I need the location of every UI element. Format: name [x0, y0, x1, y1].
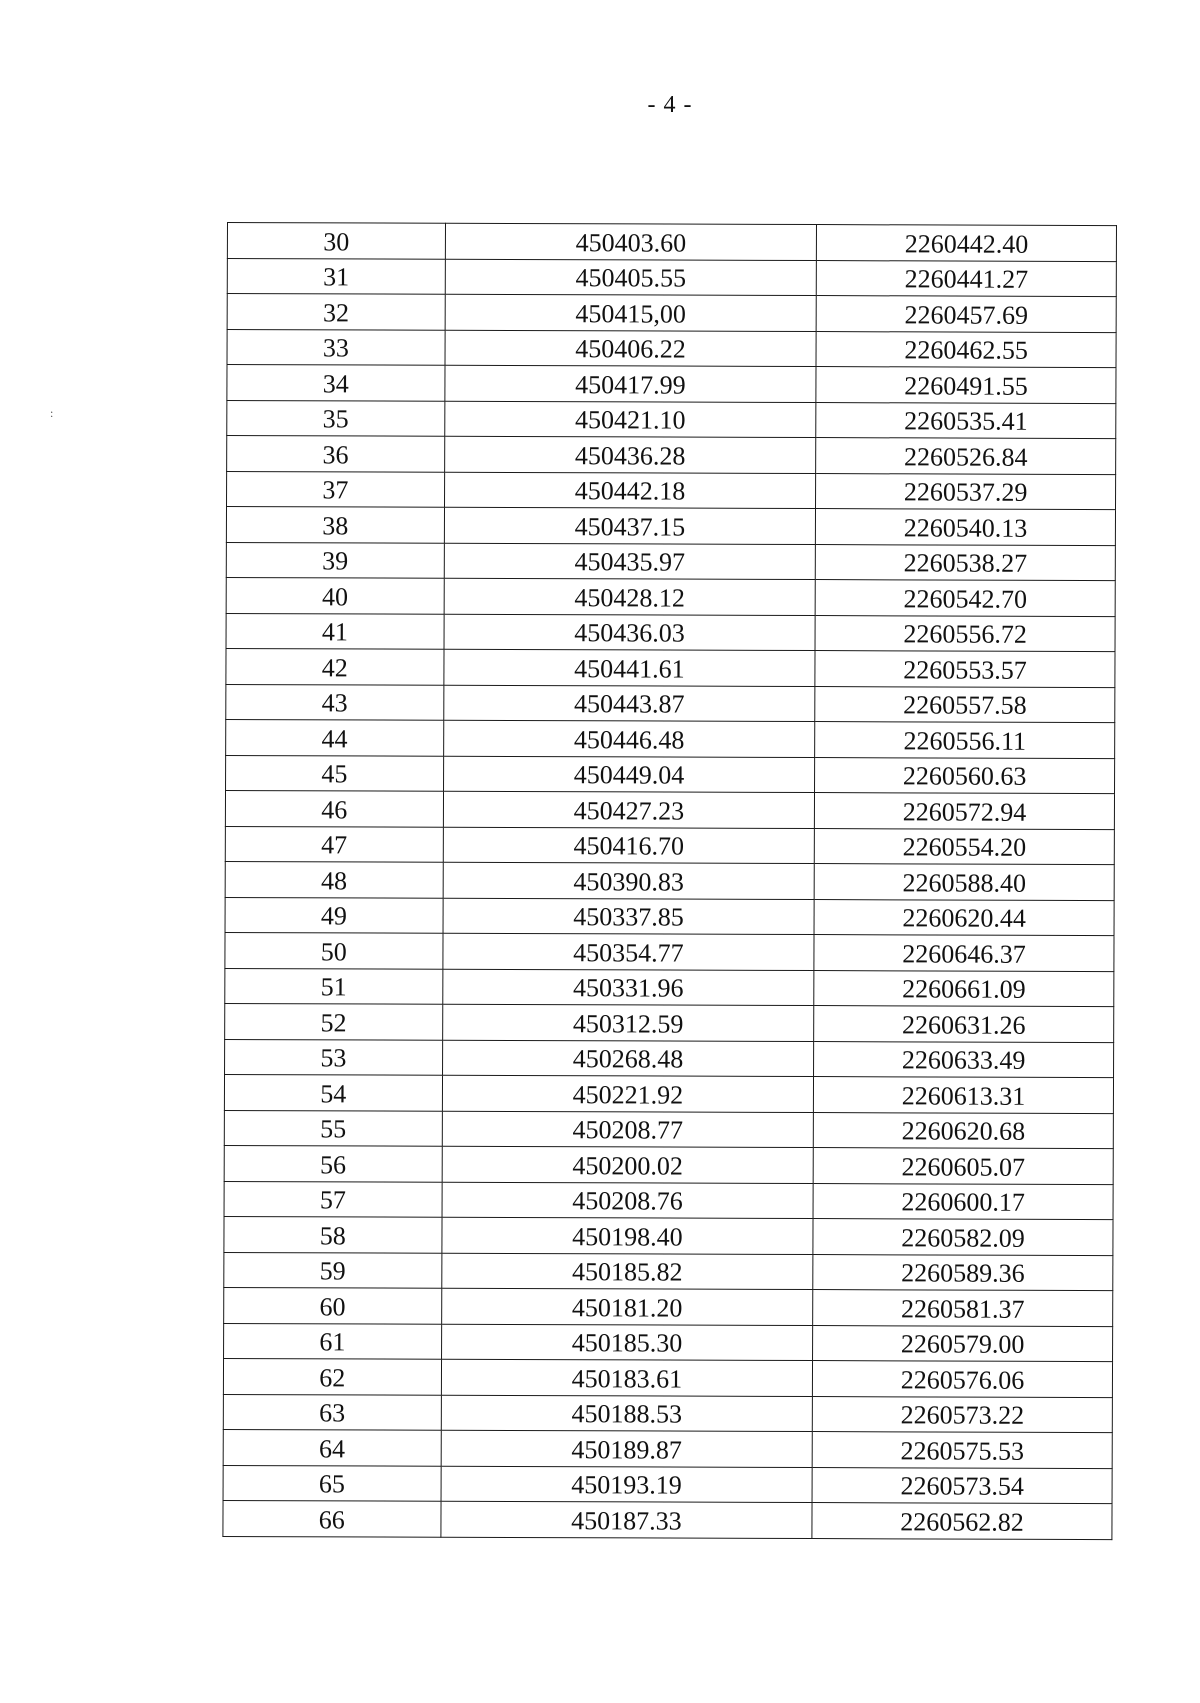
table-row [226, 719, 1115, 758]
x-coordinate-cell: 450354.77 [443, 933, 815, 970]
y-coordinate-cell: 2260613.31 [814, 1077, 1114, 1114]
point-number-cell: 37 [227, 471, 445, 507]
y-coordinate-cell: 2260661.09 [814, 970, 1114, 1007]
x-coordinate-cell: 450415,00 [445, 294, 817, 331]
y-coordinate-cell: 2260633.49 [814, 1041, 1114, 1078]
point-number-cell: 32 [227, 294, 445, 330]
point-number-cell: 52 [225, 1003, 443, 1039]
point-number-cell: 60 [224, 1287, 442, 1323]
table-row [224, 1216, 1113, 1255]
table-row [226, 755, 1115, 794]
x-coordinate-cell: 450443.87 [443, 685, 815, 722]
x-coordinate-cell: 450189.87 [441, 1430, 813, 1467]
y-coordinate-cell: 2260620.68 [814, 1112, 1114, 1149]
table-row [225, 861, 1114, 900]
point-number-cell: 59 [224, 1252, 442, 1288]
y-coordinate-cell: 2260573.54 [812, 1467, 1112, 1504]
y-coordinate-cell: 2260542.70 [815, 580, 1115, 617]
point-number-cell: 55 [224, 1110, 442, 1146]
x-coordinate-cell: 450442.18 [444, 472, 816, 509]
y-coordinate-cell: 2260600.17 [813, 1183, 1113, 1220]
x-coordinate-cell: 450200.02 [442, 1146, 814, 1183]
x-coordinate-cell: 450417.99 [445, 365, 817, 402]
point-number-cell: 49 [225, 897, 443, 933]
point-number-cell: 46 [225, 790, 443, 826]
table-row [224, 1110, 1113, 1149]
table-row [224, 1323, 1113, 1362]
y-coordinate-cell: 2260553.57 [815, 651, 1115, 688]
table-row [227, 223, 1116, 262]
table-row [224, 1287, 1113, 1326]
coordinates-table [222, 222, 1117, 1540]
table-row [223, 1500, 1112, 1539]
x-coordinate-cell: 450427.23 [443, 791, 815, 828]
point-number-cell: 63 [223, 1394, 441, 1430]
point-number-cell: 44 [226, 719, 444, 755]
y-coordinate-cell: 2260579.00 [813, 1325, 1113, 1362]
table-row [227, 365, 1116, 404]
y-coordinate-cell: 2260581.37 [813, 1290, 1113, 1327]
table-row [225, 968, 1114, 1007]
table-row [227, 471, 1116, 510]
table-row [223, 1358, 1112, 1397]
point-number-cell: 48 [225, 861, 443, 897]
table-row [226, 542, 1115, 581]
point-number-cell: 61 [224, 1323, 442, 1359]
point-number-cell: 40 [226, 577, 444, 613]
point-number-cell: 36 [227, 436, 445, 472]
table-row [226, 648, 1115, 687]
x-coordinate-cell: 450268.48 [442, 1040, 814, 1077]
table-row [224, 1252, 1113, 1291]
table-row [223, 1394, 1112, 1433]
y-coordinate-cell: 2260588.40 [814, 864, 1114, 901]
table-row [224, 1074, 1113, 1113]
table-row [223, 1429, 1112, 1468]
y-coordinate-cell: 2260556.72 [815, 615, 1115, 652]
x-coordinate-cell: 450312.59 [442, 1004, 814, 1041]
point-number-cell: 39 [226, 542, 444, 578]
x-coordinate-cell: 450185.30 [441, 1324, 813, 1361]
table-row [227, 436, 1116, 475]
point-number-cell: 33 [227, 329, 445, 365]
x-coordinate-cell: 450436.03 [444, 614, 816, 651]
y-coordinate-cell: 2260491.55 [816, 367, 1116, 404]
point-number-cell: 62 [223, 1358, 441, 1394]
table-row [225, 1039, 1114, 1078]
point-number-cell: 51 [225, 968, 443, 1004]
y-coordinate-cell: 2260537.29 [816, 473, 1116, 510]
table-row [227, 329, 1116, 368]
table-row [224, 1181, 1113, 1220]
point-number-cell: 30 [227, 223, 445, 259]
y-coordinate-cell: 2260560.63 [815, 757, 1115, 794]
point-number-cell: 54 [224, 1074, 442, 1110]
point-number-cell: 38 [226, 507, 444, 543]
x-coordinate-cell: 450208.76 [442, 1182, 814, 1219]
point-number-cell: 43 [226, 684, 444, 720]
y-coordinate-cell: 2260442.40 [817, 225, 1117, 262]
y-coordinate-cell: 2260575.53 [812, 1432, 1112, 1469]
table-row [225, 826, 1114, 865]
point-number-cell: 50 [225, 932, 443, 968]
y-coordinate-cell: 2260538.27 [816, 544, 1116, 581]
x-coordinate-cell: 450187.33 [441, 1501, 813, 1538]
x-coordinate-cell: 450188.53 [441, 1395, 813, 1432]
table-row [225, 1003, 1114, 1042]
x-coordinate-cell: 450446.48 [443, 720, 815, 757]
point-number-cell: 53 [225, 1039, 443, 1075]
point-number-cell: 35 [227, 400, 445, 436]
y-coordinate-cell: 2260576.06 [813, 1361, 1113, 1398]
point-number-cell: 65 [223, 1465, 441, 1501]
y-coordinate-cell: 2260526.84 [816, 438, 1116, 475]
y-coordinate-cell: 2260441.27 [817, 260, 1117, 297]
x-coordinate-cell: 450181.20 [441, 1288, 813, 1325]
x-coordinate-cell: 450193.19 [441, 1466, 813, 1503]
x-coordinate-cell: 450337.85 [443, 898, 815, 935]
x-coordinate-cell: 450185.82 [441, 1253, 813, 1290]
margin-mark: : [50, 406, 54, 420]
table-row [227, 400, 1116, 439]
y-coordinate-cell: 2260462.55 [816, 331, 1116, 368]
table-row [223, 1465, 1112, 1504]
table-row [226, 613, 1115, 652]
table-row [225, 897, 1114, 936]
point-number-cell: 47 [225, 826, 443, 862]
y-coordinate-cell: 2260554.20 [815, 828, 1115, 865]
table-row [227, 294, 1116, 333]
point-number-cell: 56 [224, 1145, 442, 1181]
x-coordinate-cell: 450183.61 [441, 1359, 813, 1396]
x-coordinate-cell: 450405.55 [445, 259, 817, 296]
x-coordinate-cell: 450428.12 [444, 578, 816, 615]
y-coordinate-cell: 2260620.44 [814, 899, 1114, 936]
table-row [225, 790, 1114, 829]
y-coordinate-cell: 2260582.09 [813, 1219, 1113, 1256]
x-coordinate-cell: 450198.40 [442, 1217, 814, 1254]
point-number-cell: 45 [226, 755, 444, 791]
y-coordinate-cell: 2260605.07 [813, 1148, 1113, 1185]
y-coordinate-cell: 2260572.94 [815, 793, 1115, 830]
page-number: - 4 - [647, 92, 693, 118]
point-number-cell: 58 [224, 1216, 442, 1252]
x-coordinate-cell: 450435.97 [444, 543, 816, 580]
x-coordinate-cell: 450416.70 [443, 827, 815, 864]
y-coordinate-cell: 2260631.26 [814, 1006, 1114, 1043]
table-row [224, 1145, 1113, 1184]
x-coordinate-cell: 450406.22 [445, 330, 817, 367]
x-coordinate-cell: 450449.04 [443, 756, 815, 793]
y-coordinate-cell: 2260556.11 [815, 722, 1115, 759]
table-row [226, 507, 1115, 546]
y-coordinate-cell: 2260557.58 [815, 686, 1115, 723]
point-number-cell: 41 [226, 613, 444, 649]
x-coordinate-cell: 450208.77 [442, 1111, 814, 1148]
point-number-cell: 57 [224, 1181, 442, 1217]
x-coordinate-cell: 450390.83 [443, 862, 815, 899]
point-number-cell: 64 [223, 1429, 441, 1465]
x-coordinate-cell: 450421.10 [444, 401, 816, 438]
y-coordinate-cell: 2260540.13 [816, 509, 1116, 546]
y-coordinate-cell: 2260646.37 [814, 935, 1114, 972]
point-number-cell: 42 [226, 648, 444, 684]
table-row [226, 684, 1115, 723]
x-coordinate-cell: 450331.96 [442, 969, 814, 1006]
x-coordinate-cell: 450221.92 [442, 1075, 814, 1112]
y-coordinate-cell: 2260589.36 [813, 1254, 1113, 1291]
y-coordinate-cell: 2260457.69 [816, 296, 1116, 333]
point-number-cell: 34 [227, 365, 445, 401]
y-coordinate-cell: 2260573.22 [813, 1396, 1113, 1433]
x-coordinate-cell: 450403.60 [445, 223, 817, 260]
table-row [227, 258, 1116, 297]
x-coordinate-cell: 450436.28 [444, 436, 816, 473]
point-number-cell: 31 [227, 258, 445, 294]
x-coordinate-cell: 450437.15 [444, 507, 816, 544]
table-row [225, 932, 1114, 971]
y-coordinate-cell: 2260562.82 [812, 1503, 1112, 1540]
x-coordinate-cell: 450441.61 [444, 649, 816, 686]
y-coordinate-cell: 2260535.41 [816, 402, 1116, 439]
coordinates-table-body [223, 223, 1117, 1540]
point-number-cell: 66 [223, 1500, 441, 1536]
table-row [226, 577, 1115, 616]
